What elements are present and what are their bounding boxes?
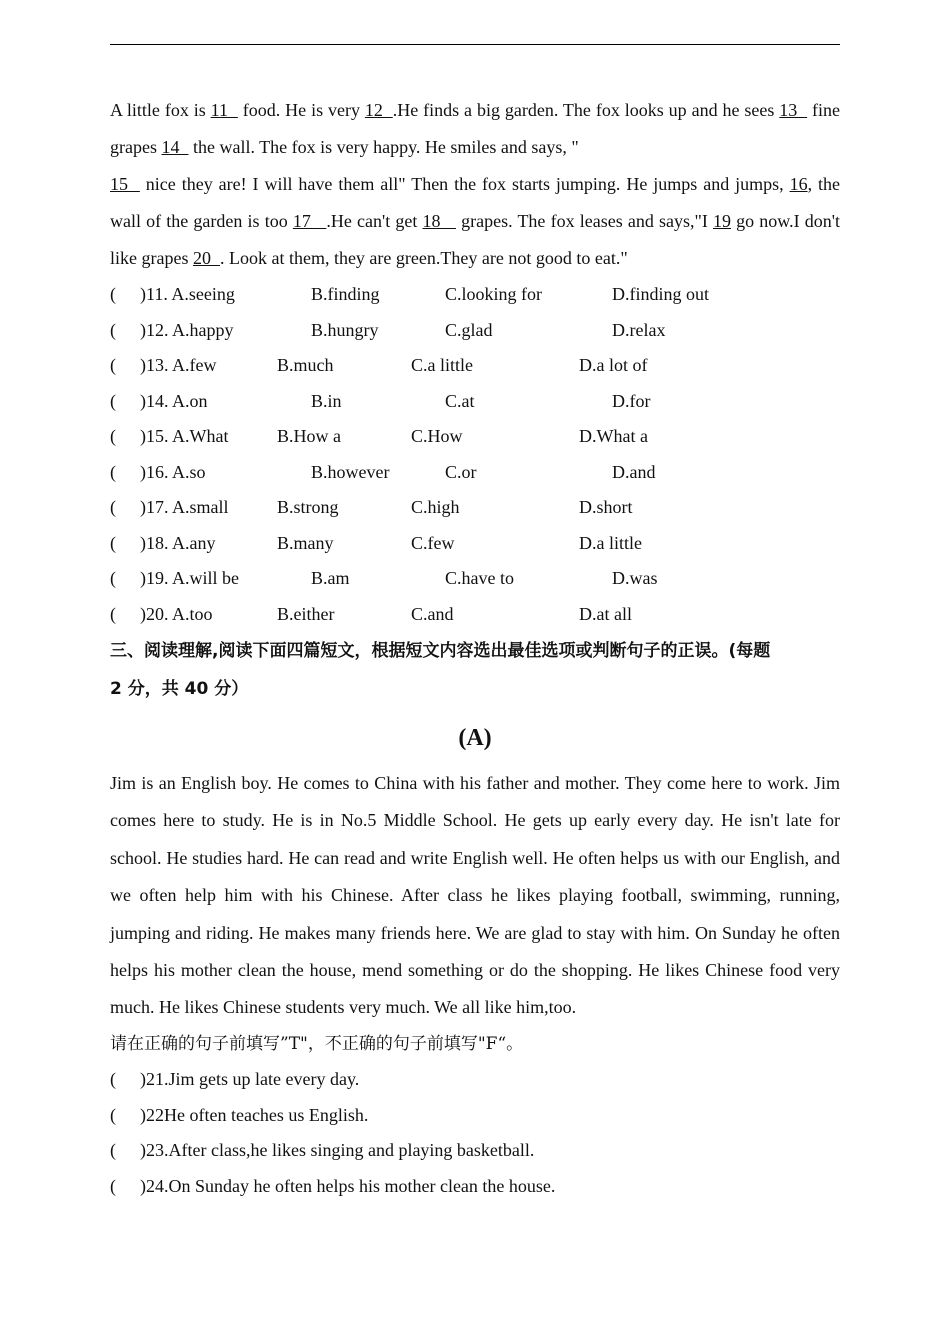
- option-c[interactable]: C.a little: [411, 355, 473, 375]
- question-row: [110, 277, 840, 313]
- question-stem: )18. A.any: [140, 532, 216, 553]
- question-row: [110, 561, 840, 597]
- cloze-text: . Look at them, they are green.They are not good to eat.": [219, 248, 628, 268]
- option-d[interactable]: D.at all: [579, 603, 632, 624]
- answer-paren[interactable]: (: [110, 1069, 116, 1090]
- option-b[interactable]: B.either: [277, 603, 335, 624]
- option-b[interactable]: B.am: [311, 568, 350, 588]
- section-title-line2: 2 分，共 40 分）: [110, 679, 249, 699]
- option-d[interactable]: D.for: [612, 390, 651, 411]
- option-b[interactable]: B.How a: [277, 426, 341, 446]
- cloze-text: nice they are! I will have them all" Then the fox starts jumping. He jumps and jumps,: [139, 174, 790, 194]
- tf-question-row: [110, 1133, 840, 1169]
- question-stem: )13. A.few: [140, 355, 217, 375]
- option-d[interactable]: D.a lot of: [579, 355, 648, 375]
- question-row: [110, 419, 840, 455]
- cloze-blank: 16: [789, 174, 808, 194]
- question-stem: )12. A.happy: [140, 319, 234, 340]
- option-d[interactable]: D.finding out: [612, 284, 709, 304]
- cloze-text: .He can't get: [326, 211, 423, 231]
- tf-question-row: [110, 1098, 840, 1134]
- option-b[interactable]: B.strong: [277, 497, 339, 517]
- answer-paren[interactable]: (: [110, 284, 116, 304]
- option-c[interactable]: C.at: [445, 390, 475, 411]
- option-c[interactable]: C.glad: [445, 319, 493, 340]
- question-stem: )19. A.will be: [140, 568, 239, 588]
- option-c[interactable]: C.and: [411, 603, 454, 624]
- option-c[interactable]: C.have to: [445, 568, 514, 588]
- answer-paren[interactable]: (: [110, 497, 116, 517]
- option-c[interactable]: C.How: [411, 426, 463, 446]
- cloze-blank: 15: [110, 174, 140, 194]
- tf-question-text: )24.On Sunday he often helps his mother clean the house.: [140, 1175, 556, 1196]
- question-stem: )11. A.seeing: [140, 284, 235, 304]
- tf-question-text: )21.Jim gets up late every day.: [140, 1069, 360, 1090]
- answer-paren[interactable]: (: [110, 319, 116, 340]
- question-row: [110, 313, 840, 349]
- answer-paren[interactable]: (: [110, 390, 116, 411]
- cloze-blank: 11: [210, 100, 238, 120]
- cloze-text: go now.I don't like grapes: [110, 211, 841, 268]
- cloze-text: fine grapes: [110, 100, 841, 157]
- option-b[interactable]: B.finding: [311, 284, 380, 304]
- cloze-blank: 14: [161, 137, 189, 157]
- question-list: [110, 277, 840, 632]
- tf-question-list: [110, 1062, 840, 1204]
- cloze-blank: 17: [292, 211, 327, 231]
- tf-instruction: 请在正确的句子前填写”T"，不正确的句子前填写"F“。: [110, 1033, 524, 1054]
- option-c[interactable]: C.looking for: [445, 284, 542, 304]
- answer-paren[interactable]: (: [110, 461, 116, 482]
- question-row: [110, 597, 840, 633]
- answer-paren[interactable]: (: [110, 426, 116, 446]
- question-row: [110, 384, 840, 420]
- answer-paren[interactable]: (: [110, 1175, 116, 1196]
- cloze-blank: 12: [364, 100, 393, 120]
- cloze-text: , the wall of the garden is too: [110, 174, 841, 231]
- option-b[interactable]: B.however: [311, 461, 390, 482]
- tf-question-row: [110, 1169, 840, 1205]
- cloze-text: A little fox is: [110, 100, 211, 120]
- tf-question-row: [110, 1062, 840, 1098]
- passage-heading: (A): [458, 725, 492, 751]
- section-title-line1: 三、阅读理解,阅读下面四篇短文，根据短文内容选出最佳选项或判断句子的正误。(每题: [110, 641, 771, 661]
- cloze-text: the wall. The fox is very happy. He smiles and says, ": [188, 137, 579, 157]
- question-stem: )20. A.too: [140, 603, 213, 624]
- question-stem: )15. A.What: [140, 426, 229, 446]
- answer-paren[interactable]: (: [110, 568, 116, 588]
- option-d[interactable]: D.and: [612, 461, 656, 482]
- question-row: [110, 455, 840, 491]
- section-title: [110, 632, 840, 708]
- reading-passage: [110, 765, 840, 1027]
- question-row: [110, 526, 840, 562]
- tf-question-text: )23.After class,he likes singing and playing basketball.: [140, 1140, 535, 1161]
- question-row: [110, 348, 840, 384]
- reading-passage-last: him,too.: [516, 997, 577, 1018]
- question-stem: )16. A.so: [140, 461, 206, 482]
- tf-question-text: )22He often teaches us English.: [140, 1104, 369, 1125]
- cloze-blank: 19: [713, 211, 731, 231]
- answer-paren[interactable]: (: [110, 1104, 116, 1125]
- cloze-text: grapes. The fox leases and says,"I: [455, 211, 713, 231]
- cloze-blank: 13: [779, 100, 808, 120]
- option-c[interactable]: C.few: [411, 532, 455, 553]
- option-b[interactable]: B.many: [277, 532, 334, 553]
- answer-paren[interactable]: (: [110, 355, 116, 375]
- option-c[interactable]: C.high: [411, 497, 460, 517]
- option-b[interactable]: B.much: [277, 355, 334, 375]
- cloze-blank: 20: [192, 248, 220, 268]
- option-c[interactable]: C.or: [445, 461, 477, 482]
- cloze-blank: 18: [422, 211, 456, 231]
- option-d[interactable]: D.short: [579, 497, 633, 517]
- option-d[interactable]: D.was: [612, 568, 658, 588]
- answer-paren[interactable]: (: [110, 532, 116, 553]
- cloze-passage: [110, 92, 840, 277]
- cloze-text: food. He is very: [237, 100, 365, 120]
- question-stem: )14. A.on: [140, 390, 208, 411]
- option-b[interactable]: B.in: [311, 390, 342, 411]
- reading-passage-body: Jim is an English boy. He comes to China with his father and mother. They come here to work. Jim comes here to study. He is in No.5 Middle School. He gets up early every day. He isn't late for school. He studies hard. He can read and write English well. He often helps us with our English, and we often help him with his Chinese. After class he likes playing football, swimming, running, jumping and riding. He makes many friends here. We are glad to stay with him. On Sunday he often helps his mother clean the house, mend something or do the shopping. He likes Chinese food very much. He likes Chinese students very much. We all like: [110, 773, 840, 1018]
- question-stem: )17. A.small: [140, 497, 229, 517]
- cloze-text: .He finds a big garden. The fox looks up and he sees: [392, 100, 780, 120]
- question-row: [110, 490, 840, 526]
- option-d[interactable]: D.What a: [579, 426, 648, 446]
- option-d[interactable]: D.a little: [579, 532, 642, 553]
- answer-paren[interactable]: (: [110, 1140, 116, 1161]
- option-b[interactable]: B.hungry: [311, 319, 379, 340]
- option-d[interactable]: D.relax: [612, 319, 666, 340]
- answer-paren[interactable]: (: [110, 603, 116, 624]
- page-content: [110, 92, 840, 1204]
- header-rule: [110, 44, 840, 45]
